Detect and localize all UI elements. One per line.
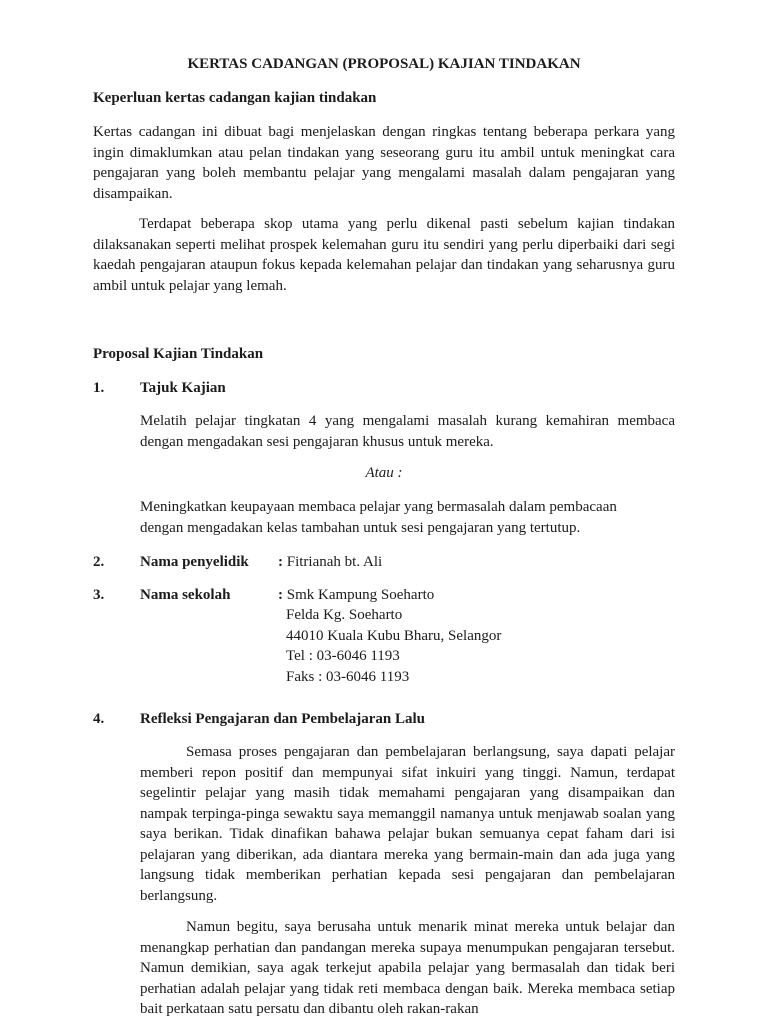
paragraph-keperluan-2: Terdapat beberapa skop utama yang perlu dikenal pasti sebelum kajian tindakan dilaksanakan seperti melihat prospek kelemahan guru itu sendiri yang perlu diperbaiki dari segi kaedah pengajaran ataupun fokus kepada kelemahan pelajar dan tindakan yang seharusnya guru ambil untuk pelajar yang lemah. [93, 216, 675, 294]
school-name: Smk Kampung Soeharto [283, 587, 435, 603]
item-heading-tajuk-kajian: Tajuk Kajian [140, 380, 226, 396]
label-nama-penyelidik: Nama penyelidik [140, 554, 249, 570]
item-number-4: 4. [93, 711, 105, 727]
refleksi-paragraph-1: Semasa proses pengajaran dan pembelajaran berlangsung, saya dapati pelajar memberi repon positif dan mempunyai sifat inkuiri yang tinggi. Namun, terdapat segelintir pelajar yang masih tidak memahami pengajaran yang disampaikan dan nampak terpinga-pinga sewaktu saya memanggil namanya untuk menjawab soalan yang saya berikan. Tidak dinafikan bahawa pelajar bukan semuanya cepat faham dari isi pelajaran yang diberikan, ada diantara mereka yang bermain-main dan ada juga yang langsung tidak memberikan perhatian kepada sesi pengajaran dan pembelajaran berlangsung. [140, 744, 675, 904]
document-title: KERTAS CADANGAN (PROPOSAL) KAJIAN TINDAKAN [187, 56, 581, 72]
item-number-3: 3. [93, 587, 105, 603]
tajuk-paragraph-2-line-2: dengan mengadakan kelas tambahan untuk sesi pengajaran yang tertutup. [140, 520, 581, 536]
tajuk-paragraph-2-line-1: Meningkatkan keupayaan membaca pelajar yang bermasalah dalam pembacaan [140, 499, 617, 515]
fax-line: Faks : 03-6046 1193 [286, 669, 410, 685]
address-line: 44010 Kuala Kubu Bharu, Selangor [286, 628, 502, 644]
address-line: Felda Kg. Soeharto [286, 607, 403, 623]
item-number-1: 1. [93, 380, 105, 396]
paragraph-keperluan-1: Kertas cadangan ini dibuat bagi menjelaskan dengan ringkas tentang beberapa perkara yang ingin dimaklumkan atau pelan tindakan yang seseorang guru itu ambil untuk meningkat cara pengajaran yang boleh membantu pelajar yang mengalami masalah dalam pengajaran yang disampaikan. [93, 124, 675, 202]
colon: : [278, 587, 283, 603]
refleksi-paragraph-2: Namun begitu, saya berusaha untuk menarik minat mereka untuk belajar dan menangkap perhatian dan pandangan mereka supaya menumpukan pengajaran tersebut. Namun demikian, saya agak terkejut apabila pelajar yang bermasalah dan tidak beri perhatian adalah pelajar yang tidak reti membaca dengan baik. Mereka membaca setiap bait perkataan satu persatu dan dibantu oleh rakan-rakan [140, 919, 675, 1017]
value-nama-sekolah [278, 585, 434, 606]
atau-label: Atau : [365, 465, 403, 481]
section-heading-keperluan: Keperluan kertas cadangan kajian tindakan [93, 90, 377, 106]
section-heading-proposal: Proposal Kajian Tindakan [93, 346, 264, 362]
phone-line: Tel : 03-6046 1193 [286, 648, 400, 664]
colon: : [278, 554, 283, 570]
researcher-name: Fitrianah bt. Ali [283, 554, 383, 570]
item-heading-refleksi: Refleksi Pengajaran dan Pembelajaran Lalu [140, 711, 425, 727]
item-number-2: 2. [93, 554, 105, 570]
value-nama-penyelidik [278, 552, 382, 573]
tajuk-paragraph-1: Melatih pelajar tingkatan 4 yang mengalami masalah kurang kemahiran membaca dengan mengadakan sesi pengajaran khusus untuk mereka. [140, 413, 675, 450]
label-nama-sekolah: Nama sekolah [140, 587, 231, 603]
